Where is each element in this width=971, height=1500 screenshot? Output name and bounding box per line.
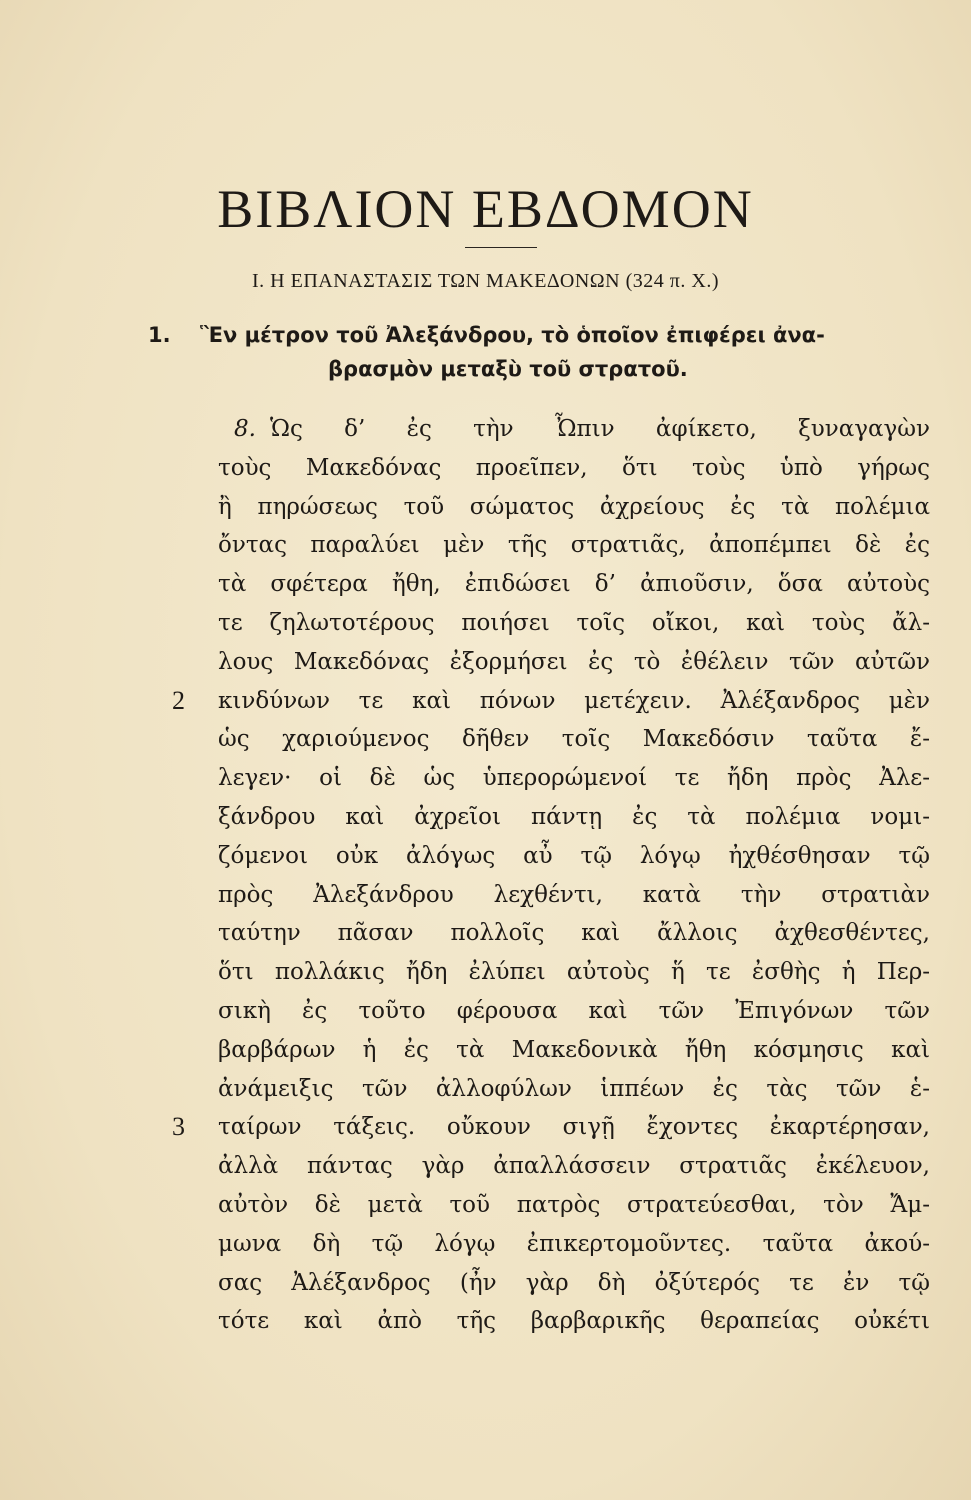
text-line-content [218,1070,930,1109]
text-line-content [218,526,930,565]
line-text: σας Ἀλέξανδρος (ἦν γὰρ δὴ ὀξύτερός τε ἐν τῷ [218,1269,930,1296]
line-text: τε ζηλωτοτέρους ποιήσει τοῖς οἴκοι, καὶ τοὺς ἄλ- [218,609,930,636]
text-line [218,565,930,604]
text-line-content [218,604,930,643]
text-line-content [218,1302,930,1341]
section-heading [148,318,928,386]
text-line [218,992,930,1031]
text-line [218,876,930,915]
text-line [218,1147,930,1186]
main-text [172,410,930,1341]
text-line-content [218,682,930,721]
text-line [172,1108,930,1147]
text-line-content [218,798,930,837]
text-line [218,449,930,488]
line-text: κινδύνων τε καὶ πόνων μετέχειν. Ἀλέξανδρος μὲν [218,687,930,714]
text-line-content [218,720,930,759]
text-line [218,410,930,449]
text-line [172,682,930,721]
text-line-content [218,643,930,682]
line-text: βαρβάρων ἡ ἐς τὰ Μακεδονικὰ ἤθη κόσμησις καὶ [218,1036,930,1063]
line-text: σικὴ ἐς τοῦτο φέρουσα καὶ τῶν Ἐπιγόνων τῶν [218,997,930,1024]
text-line [218,953,930,992]
text-line-content [218,759,930,798]
text-line [218,1302,930,1341]
line-text: λεγεν· οἱ δὲ ὡς ὑπερορώμενοί τε ἤδη πρὸς Ἀλε- [218,765,930,792]
text-line-content [218,1108,930,1147]
text-line-content [218,449,930,488]
line-text: τοὺς Μακεδόνας προεῖπεν, ὅτι τοὺς ὑπὸ γήρως [218,454,930,481]
text-line [218,1031,930,1070]
line-text: ὅτι πολλάκις ἤδη ἐλύπει αὐτοὺς ἥ τε ἐσθὴς ἡ Περ- [218,959,930,986]
section-title-line-2: βρασμὸν μεταξὺ τοῦ στρατοῦ. [328,357,688,381]
text-line [218,1225,930,1264]
text-line-content [218,953,930,992]
text-line-content [218,914,930,953]
section-number: 1. [148,323,171,347]
line-text: ὄντας παραλύει μὲν τῆς στρατιᾶς, ἀποπέμπει δὲ ἐς [218,532,930,559]
text-line [218,488,930,527]
book-title: ΒΙΒΛΙΟΝ ΕΒΔΟΜΟΝ [217,179,754,239]
line-text: ἢ πηρώσεως τοῦ σώματος ἀχρείους ἐς τὰ πολέμια [218,493,930,520]
verse-number: 8. [234,416,256,442]
line-text: ὡς χαριούμενος δῆθεν τοῖς Μακεδόσιν ταῦτα ἔ- [218,726,930,753]
text-line [218,1264,930,1303]
text-line [218,837,930,876]
line-text: ταύτην πᾶσαν πολλοῖς καὶ ἄλλοις ἀχθεσθέντες, [218,920,930,947]
line-text: ἀνάμειξις τῶν ἀλλοφύλων ἱππέων ἐς τὰς τῶν ἑ- [218,1075,930,1102]
text-line [218,720,930,759]
line-text: μωνα δὴ τῷ λόγῳ ἐπικερτομοῦντες. ταῦτα ἀκού- [218,1230,930,1257]
text-line [218,759,930,798]
line-text: αὐτὸν δὲ μετὰ τοῦ πατρὸς στρατεύεσθαι, τὸν Ἄμ- [218,1191,930,1218]
line-text: ζόμενοι οὐκ ἀλόγως αὖ τῷ λόγῳ ἠχθέσθησαν τῷ [218,842,930,869]
line-text: λους Μακεδόνας ἐξορμήσει ἐς τὸ ἐθέλειν τῶν αὐτῶν [218,648,930,675]
text-line-content [218,1264,930,1303]
line-text: ξάνδρου καὶ ἀχρεῖοι πάντῃ ἐς τὰ πολέμια νομι- [218,803,930,830]
margin-paragraph-number: 2 [172,685,185,715]
line-text: τότε καὶ ἀπὸ τῆς βαρβαρικῆς θεραπείας οὐκέτι [218,1308,930,1335]
line-text: ταίρων τάξεις. οὔκουν σιγῇ ἔχοντες ἐκαρτέρησαν, [218,1114,930,1141]
text-line [218,526,930,565]
title-rule [465,247,537,248]
line-text: ἀλλὰ πάντας γὰρ ἀπαλλάσσειν στρατιᾶς ἐκέλευον, [218,1153,930,1180]
text-line [218,798,930,837]
text-line-content [218,1186,930,1225]
text-line [218,914,930,953]
text-line-content [218,1031,930,1070]
text-line-content [218,1147,930,1186]
text-line [218,643,930,682]
text-line-content [218,876,930,915]
text-line [218,604,930,643]
text-line-content [218,1225,930,1264]
text-line-content [218,992,930,1031]
line-text: Ὡς δ’ ἐς τὴν Ὦπιν ἀφίκετο, ξυναγαγὼν [269,416,930,442]
margin-paragraph-number: 3 [172,1112,185,1142]
line-text: τὰ σφέτερα ἤθη, ἐπιδώσει δ’ ἀπιοῦσιν, ὅσα αὐτοὺς [218,571,930,598]
text-line-content [218,837,930,876]
text-line [218,1070,930,1109]
text-line-content [218,410,930,449]
text-line [218,1186,930,1225]
line-text: πρὸς Ἀλεξάνδρου λεχθέντι, κατὰ τὴν στρατιὰν [218,881,930,908]
text-line-content [218,565,930,604]
text-line-content [218,488,930,527]
chapter-heading: I. Η ΕΠΑΝΑΣΤΑΣΙΣ ΤΩΝ ΜΑΚΕΔΟΝΩΝ (324 π. Χ.) [252,270,719,292]
section-title-line-1: Ἓν μέτρον τοῦ Ἀλεξάνδρου, τὸ ὁποῖον ἐπιφέρει ἀνα- [200,323,825,347]
